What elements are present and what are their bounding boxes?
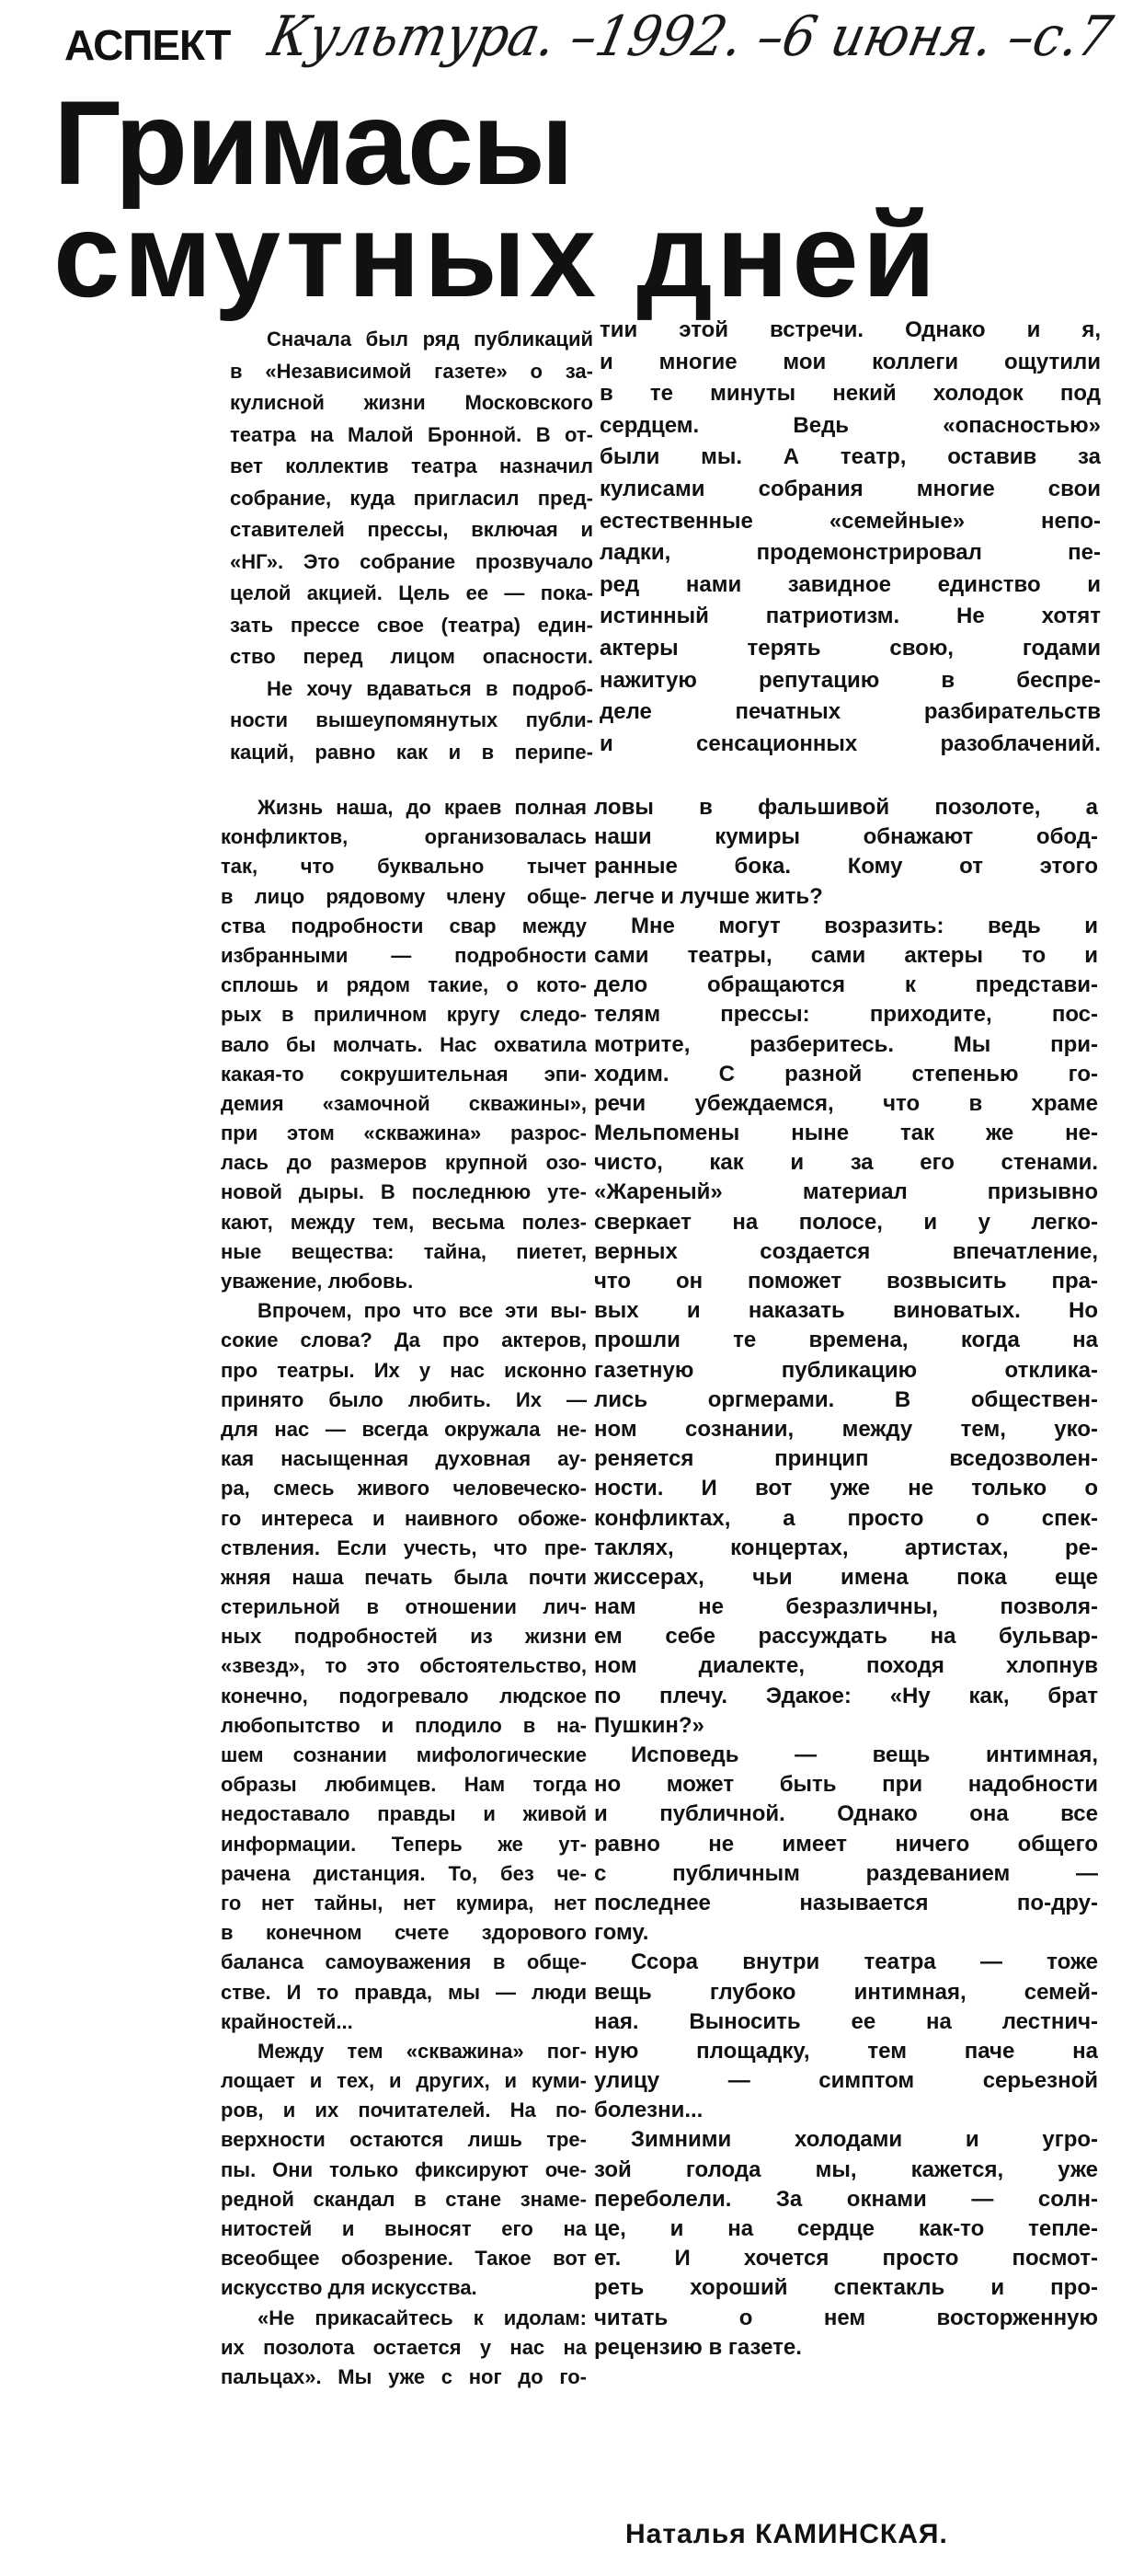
text-line: так, что буквально тычет bbox=[221, 855, 587, 879]
text-line: конечно, подогревало людское bbox=[221, 1684, 587, 1708]
text-line: газетную публикацию отклика- bbox=[594, 1357, 1098, 1383]
text-line: пы. Они только фиксируют оче- bbox=[221, 2157, 587, 2181]
text-line: Пушкин?» bbox=[594, 1712, 704, 1738]
text-line: всеобщее обозрение. Такое вот bbox=[221, 2247, 587, 2271]
text-line: зой голода мы, кажется, уже bbox=[594, 2156, 1098, 2182]
text-line: при этом «скважина» разрос- bbox=[221, 1121, 587, 1145]
text-line: по плечу. Эдакое: «Ну как, брат bbox=[594, 1683, 1098, 1708]
text-line: гому. bbox=[594, 1920, 649, 1946]
text-line: легче и лучше жить? bbox=[594, 883, 823, 909]
text-line: мотрите, разберитесь. Мы при- bbox=[594, 1031, 1098, 1057]
text-line: в лицо рядовому члену обще- bbox=[221, 884, 587, 908]
text-line: искусство для искусства. bbox=[221, 2276, 477, 2300]
text-line: Между тем «скважина» пог- bbox=[257, 2039, 587, 2063]
column-top-right bbox=[600, 315, 1101, 760]
text-line: зать прессе свое (театра) един- bbox=[230, 613, 593, 637]
text-line: с публичным раздеванием — bbox=[594, 1860, 1098, 1886]
text-line: ставителей прессы, включая и bbox=[230, 518, 593, 541]
text-line: «звезд», то это обстоятельство, bbox=[221, 1654, 587, 1678]
text-line: Ссора внутри театра — тоже bbox=[631, 1949, 1098, 1975]
text-line: рачена дистанция. То, без че- bbox=[221, 1861, 587, 1885]
rubric-label: АСПЕКТ bbox=[64, 21, 231, 69]
text-line: «Не прикасайтесь к идолам: bbox=[257, 2306, 587, 2329]
text-line: ходим. С разной степенью го- bbox=[594, 1061, 1098, 1087]
text-line: стве. И то правда, мы — люди bbox=[221, 1980, 587, 2004]
text-line: кают, между тем, весьма полез- bbox=[221, 1210, 587, 1234]
text-line: Мне могут возразить: ведь и bbox=[631, 913, 1098, 938]
text-line: тии этой встречи. Однако и я, bbox=[600, 317, 1101, 342]
text-line: прошли те времена, когда на bbox=[594, 1328, 1098, 1353]
text-line: ство перед лицом опасности. bbox=[230, 645, 593, 668]
text-line: избранными — подробности bbox=[221, 943, 587, 967]
text-line: улицу — симптом серьезной bbox=[594, 2068, 1098, 2094]
headline-line-1: Гримасы bbox=[53, 75, 573, 210]
text-line: вещь глубоко интимная, семей- bbox=[594, 1979, 1098, 2005]
text-line: нам не безразличны, позволя- bbox=[594, 1594, 1098, 1620]
text-line: были мы. А театр, оставив за bbox=[600, 444, 1101, 470]
text-line: театра на Малой Бронной. В от- bbox=[230, 422, 593, 446]
text-line: естественные «семейные» непо- bbox=[600, 508, 1101, 534]
text-line: про театры. Их у нас исконно bbox=[221, 1358, 587, 1382]
handwritten-source-note: Культура. –1992. –6 июня. –с.7 bbox=[263, 5, 1118, 69]
text-line: «Жареный» материал призывно bbox=[594, 1179, 1098, 1205]
text-line: и многие мои коллеги ощутили bbox=[600, 349, 1101, 374]
text-line: конфликтах, а просто о спек- bbox=[594, 1505, 1098, 1531]
text-line: ствления. Если учесть, что пре- bbox=[221, 1535, 587, 1559]
text-line: для нас — всегда окружала не- bbox=[221, 1417, 587, 1441]
text-line: дело обращаются к представи- bbox=[594, 972, 1098, 998]
text-line: ных подробностей из жизни bbox=[221, 1625, 587, 1649]
text-line: образы любимцев. Нам тогда bbox=[221, 1773, 587, 1797]
text-line: ра, смесь живого человеческо- bbox=[221, 1477, 587, 1501]
text-line: таклях, концертах, артистах, ре- bbox=[594, 1535, 1098, 1560]
text-line: целой акцией. Цель ее — пока- bbox=[230, 581, 593, 604]
text-line: Сначала был ряд публикаций bbox=[267, 328, 593, 351]
text-line: и сенсационных разоблачений. bbox=[600, 730, 1101, 756]
text-line: ред нами завидное единство и bbox=[600, 571, 1101, 597]
text-line: баланса самоуважения в обще- bbox=[221, 1950, 587, 1974]
text-line: телям прессы: приходите, пос- bbox=[594, 1002, 1098, 1028]
text-line: лись оргмерами. В обществен- bbox=[594, 1386, 1098, 1412]
text-line: шем сознании мифологические bbox=[221, 1743, 587, 1766]
text-line: Мельпомены ныне так же не- bbox=[594, 1121, 1098, 1146]
text-line: верных создается впечатление, bbox=[594, 1238, 1098, 1264]
text-line: что он поможет возвысить пра- bbox=[594, 1269, 1098, 1294]
text-line: в «Независимой газете» о за- bbox=[230, 359, 593, 383]
text-line: Зимними холодами и угро- bbox=[631, 2127, 1098, 2153]
text-line: равно не имеет ничего общего bbox=[594, 1831, 1098, 1857]
text-line: «НГ». Это собрание прозвучало bbox=[230, 549, 593, 573]
text-line: рецензию в газете. bbox=[594, 2334, 802, 2360]
text-line: деле печатных разбирательств bbox=[600, 699, 1101, 725]
text-line: редной скандал в стане знаме- bbox=[221, 2187, 587, 2211]
headline-line-2: смутных дней bbox=[53, 188, 940, 322]
text-line: ном сознании, между тем, уко- bbox=[594, 1416, 1098, 1442]
text-line: жняя наша печать была почти bbox=[221, 1565, 587, 1589]
text-line: го нет тайны, нет кумира, нет bbox=[221, 1891, 587, 1915]
text-line: уважение, любовь. bbox=[221, 1270, 414, 1293]
text-line: недоставало правды и живой bbox=[221, 1802, 587, 1826]
text-line: новой дыры. В последнюю уте- bbox=[221, 1180, 587, 1204]
text-line: ном диалекте, походя хлопнув bbox=[594, 1653, 1098, 1679]
text-line: читать о нем восторженную bbox=[594, 2305, 1098, 2330]
text-line: конфликтов, организовалась bbox=[221, 825, 587, 849]
text-line: вых и наказать виноватых. Но bbox=[594, 1298, 1098, 1324]
text-line: лась до размеров крупной озо- bbox=[221, 1151, 587, 1175]
text-line: их позолота остается у нас на bbox=[221, 2335, 587, 2359]
text-line: собрание, куда пригласил пред- bbox=[230, 486, 593, 510]
text-line: и публичной. Однако она все bbox=[594, 1801, 1098, 1827]
text-line: Жизнь наша, до краев полная bbox=[257, 796, 587, 819]
text-line: це, и на сердце как-то тепле- bbox=[594, 2216, 1098, 2241]
author-signature: Наталья КАМИНСКАЯ. bbox=[625, 2519, 948, 2549]
text-line: нажитую репутацию в беспре- bbox=[600, 667, 1101, 693]
text-line: ную площадку, тем паче на bbox=[594, 2038, 1098, 2064]
text-line: рых в приличном кругу следо- bbox=[221, 1003, 587, 1027]
text-line: сверкает на полосе, и у легко- bbox=[594, 1209, 1098, 1235]
text-line: сами театры, сами актеры то и bbox=[594, 942, 1098, 968]
text-line: актеры терять свою, годами bbox=[600, 635, 1101, 661]
text-line: реть хороший спектакль и про- bbox=[594, 2275, 1098, 2301]
text-line: какая-то сокрушительная эпи- bbox=[221, 1062, 587, 1086]
text-line: го интереса и наивного обоже- bbox=[221, 1506, 587, 1530]
column-bottom-left bbox=[221, 793, 587, 2392]
text-line: ет. И хочется просто посмот- bbox=[594, 2246, 1098, 2271]
text-line: ности. И вот уже не только о bbox=[594, 1476, 1098, 1501]
text-line: пальцах». Мы уже с ног до го- bbox=[221, 2364, 587, 2388]
text-line: Не хочу вдаваться в подроб- bbox=[267, 676, 593, 700]
text-line: информации. Теперь же ут- bbox=[221, 1832, 587, 1856]
text-line: стерильной в отношении лич- bbox=[221, 1595, 587, 1619]
text-line: реняется принцип вседозволен- bbox=[594, 1446, 1098, 1472]
text-line: вет коллектив театра назначил bbox=[230, 454, 593, 477]
text-line: кулисной жизни Московского bbox=[230, 391, 593, 414]
text-line: переболели. За окнами — солн- bbox=[594, 2186, 1098, 2212]
text-line: Исповедь — вещь интимная, bbox=[631, 1742, 1098, 1767]
column-bottom-right bbox=[594, 793, 1098, 2363]
text-line: сердцем. Ведь «опасностью» bbox=[600, 412, 1101, 438]
text-line: нитостей и выносят его на bbox=[221, 2217, 587, 2240]
text-line: наши кумиры обнажают обод- bbox=[594, 824, 1098, 850]
text-line: каций, равно как и в перипе- bbox=[230, 740, 593, 764]
text-line: верхности остаются лишь тре- bbox=[221, 2128, 587, 2152]
text-line: лощает и тех, и других, и куми- bbox=[221, 2069, 587, 2093]
text-line: жиссерах, чьи имена пока еще bbox=[594, 1564, 1098, 1590]
text-line: ладки, продемонстрировал пе- bbox=[600, 540, 1101, 566]
text-line: вало бы молчать. Нас охватила bbox=[221, 1032, 587, 1056]
text-line: ранные бока. Кому от этого bbox=[594, 854, 1098, 880]
text-line: ные вещества: тайна, пиетет, bbox=[221, 1239, 587, 1263]
text-line: в те минуты некий холодок под bbox=[600, 381, 1101, 407]
text-line: чисто, как и за его стенами. bbox=[594, 1150, 1098, 1176]
text-line: ров, и их почитателей. На по- bbox=[221, 2099, 587, 2122]
text-line: ства подробности свар между bbox=[221, 914, 587, 937]
text-line: болезни... bbox=[594, 2098, 704, 2123]
text-line: но может быть при надобности bbox=[594, 1772, 1098, 1798]
text-line: крайностей... bbox=[221, 2009, 353, 2033]
text-line: Впрочем, про что все эти вы- bbox=[257, 1299, 587, 1323]
text-line: демия «замочной скважины», bbox=[221, 1091, 587, 1115]
text-line: принято было любить. Их — bbox=[221, 1387, 587, 1411]
text-line: в конечном счете здорового bbox=[221, 1921, 587, 1945]
text-line: ловы в фальшивой позолоте, а bbox=[594, 795, 1098, 820]
text-line: ем себе рассуждать на бульвар- bbox=[594, 1624, 1098, 1650]
text-line: истинный патриотизм. Не хотят bbox=[600, 604, 1101, 629]
text-line: кая насыщенная духовная ау- bbox=[221, 1447, 587, 1471]
text-line: речи убеждаемся, что в храме bbox=[594, 1090, 1098, 1116]
text-line: ная. Выносить ее на лестнич- bbox=[594, 2008, 1098, 2034]
column-top-left bbox=[230, 324, 593, 768]
text-line: сплошь и рядом такие, о кото- bbox=[221, 973, 587, 997]
text-line: любопытство и плодило в на- bbox=[221, 1713, 587, 1737]
text-line: последнее называется по-дру- bbox=[594, 1890, 1098, 1915]
text-line: ности вышеупомянутых публи- bbox=[230, 708, 593, 731]
text-line: кулисами собрания многие свои bbox=[600, 476, 1101, 501]
text-line: сокие слова? Да про актеров, bbox=[221, 1328, 587, 1352]
